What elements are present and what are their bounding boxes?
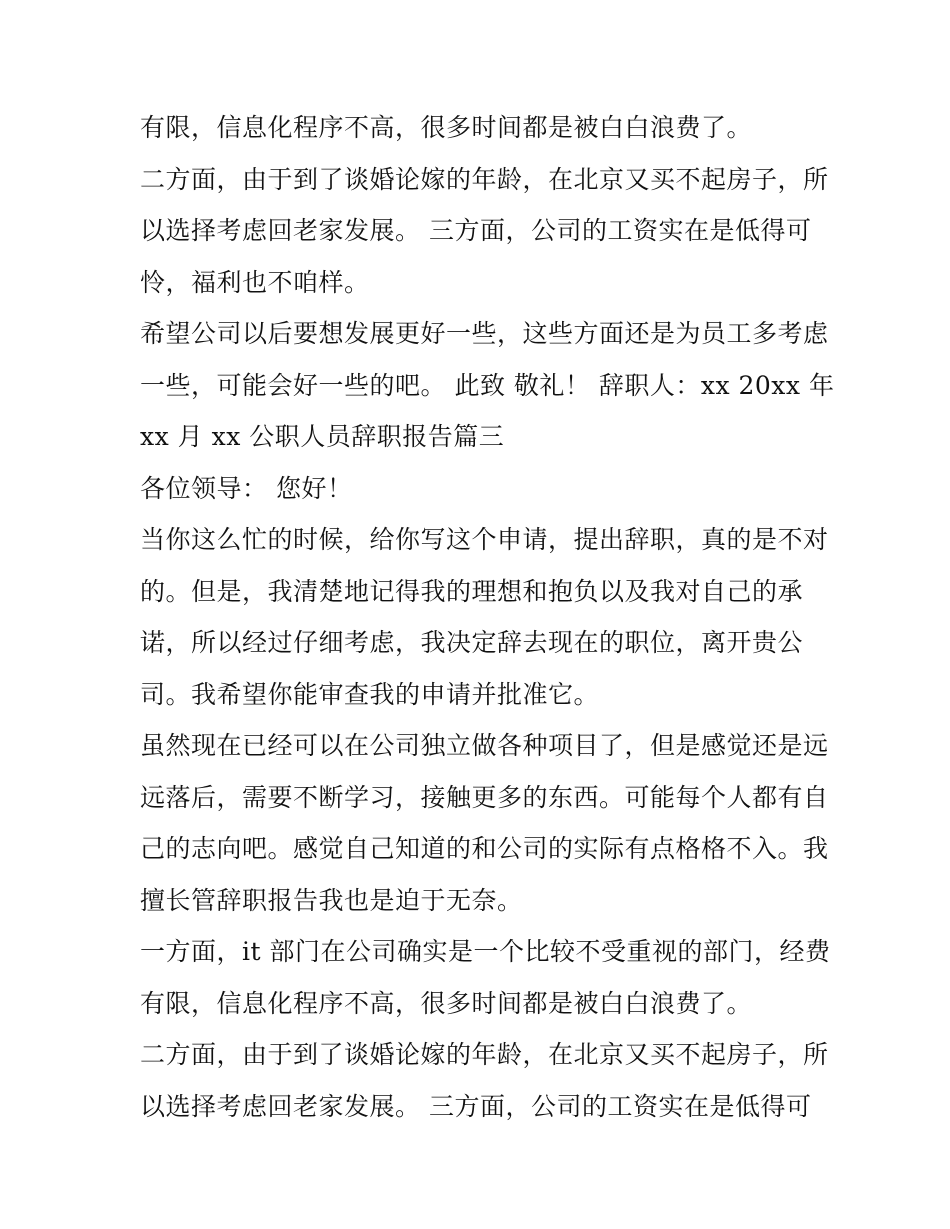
text-line: 虽然现在已经可以在公司独立做各种项目了，但是感觉还是远 bbox=[140, 731, 829, 760]
text-line: 有限，信息化程序不高，很多时间都是被白白浪费了。 bbox=[140, 113, 753, 142]
text-line: 当你这么忙的时候，给你写这个申请，提出辞职，真的是不对 bbox=[140, 525, 829, 554]
salutation: 各位领导： 您好！ bbox=[140, 473, 353, 503]
text-line: 有限，信息化程序不高，很多时间都是被白白浪费了。 bbox=[140, 988, 753, 1018]
text-line: 擅长管辞职报告我也是迫于无奈。 bbox=[140, 885, 523, 915]
text-line: 以选择考虑回老家发展。 三方面，公司的工资实在是低得可 bbox=[140, 1091, 812, 1121]
text-line: 怜，福利也不咱样。 bbox=[140, 267, 370, 297]
text-line: 诺，所以经过仔细考虑，我决定辞去现在的职位，离开贵公 bbox=[140, 628, 804, 657]
section-title: xx 月 xx 公职人员辞职报告篇三 bbox=[140, 422, 505, 451]
text-line: 的。但是，我清楚地记得我的理想和抱负以及我对自己的承 bbox=[140, 576, 804, 606]
text-line: 二方面，由于到了谈婚论嫁的年龄，在北京又买不起房子，所 bbox=[140, 164, 829, 194]
text-line: 希望公司以后要想发展更好一些，这些方面还是为员工多考虑 bbox=[140, 319, 829, 348]
text-line: 己的志向吧。感觉自己知道的和公司的实际有点格格不入。我 bbox=[140, 834, 829, 863]
text-line: 司。我希望你能审查我的申请并批准它。 bbox=[140, 679, 600, 709]
text-line: 二方面，由于到了谈婚论嫁的年龄，在北京又买不起房子，所 bbox=[140, 1040, 829, 1069]
text-line: 一些，可能会好一些的吧。 此致 敬礼！ 辞职人：xx 20xx 年 bbox=[140, 370, 835, 400]
body-text bbox=[140, 108, 835, 1138]
text-line: 以选择考虑回老家发展。 三方面，公司的工资实在是低得可 bbox=[140, 216, 812, 245]
text-line: 远落后，需要不断学习，接触更多的东西。可能每个人都有自 bbox=[140, 782, 829, 812]
text-line: 一方面，it 部门在公司确实是一个比较不受重视的部门，经费 bbox=[140, 937, 831, 966]
